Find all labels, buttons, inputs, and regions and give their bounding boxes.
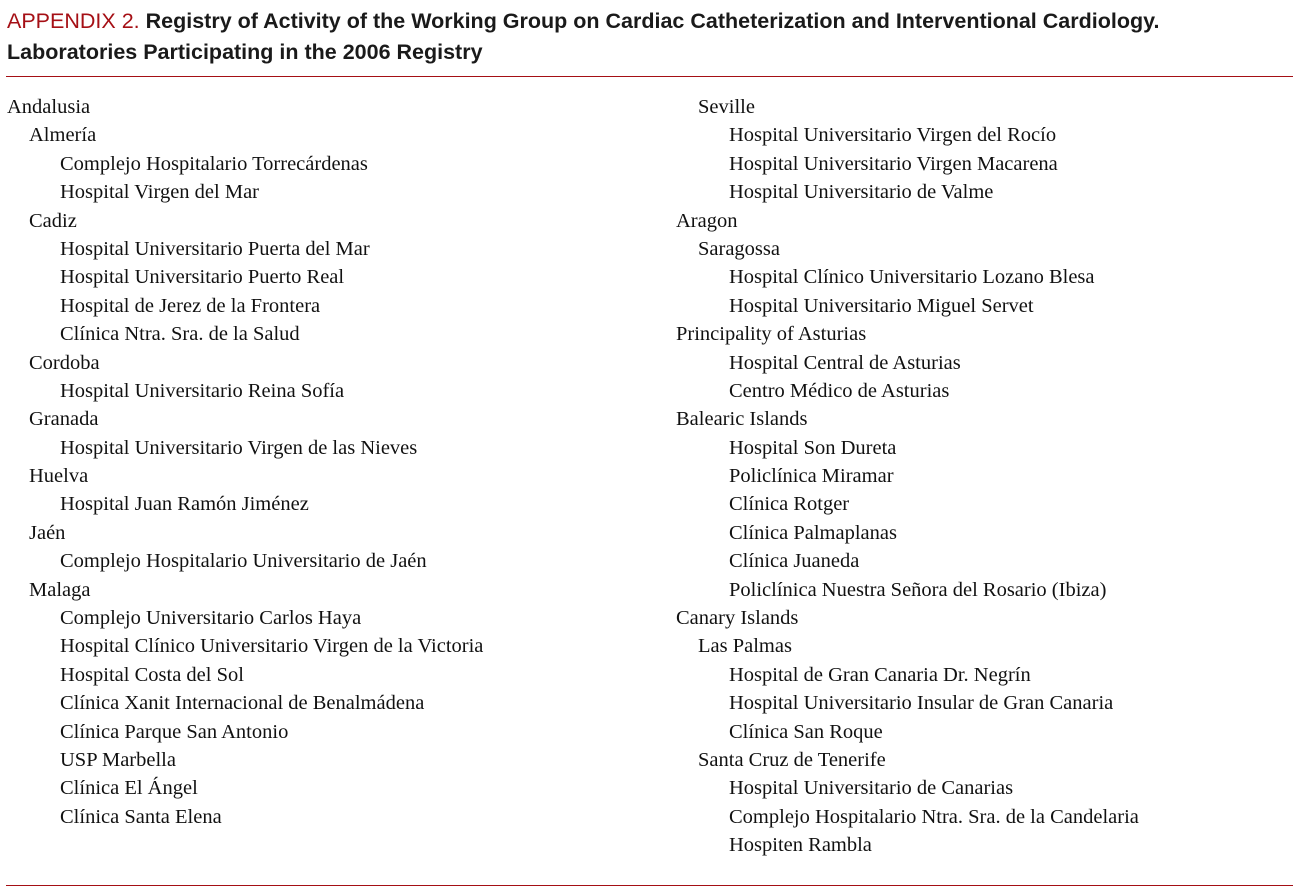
hospital-item: Policlínica Nuestra Señora del Rosario (Ibiza) (729, 578, 1107, 601)
hospital-item: Hospital Universitario Virgen del Rocío (729, 124, 1057, 147)
hospital-item: Hospital Universitario Virgen de las Nieves (60, 436, 418, 459)
province-heading: Cordoba (29, 351, 100, 374)
province-heading: Jaén (29, 521, 66, 544)
region-heading: Principality of Asturias (676, 323, 867, 346)
region-heading: Andalusia (7, 96, 91, 118)
province-heading: Santa Cruz de Tenerife (698, 748, 886, 771)
hospital-item: Hospiten Rambla (729, 834, 872, 857)
hospital-item: Clínica Santa Elena (60, 805, 222, 828)
hospital-item: Hospital Universitario Puerta del Mar (60, 237, 370, 260)
hospital-item: Hospital Costa del Sol (60, 663, 244, 686)
province-heading: Cadiz (29, 209, 77, 232)
hospital-item: Complejo Hospitalario Universitario de Jaén (60, 550, 427, 573)
hospital-item: Hospital Clínico Universitario Lozano Blesa (729, 266, 1095, 289)
hospital-item: Clínica Palmaplanas (729, 521, 897, 544)
hospital-item: Clínica Parque San Antonio (60, 720, 289, 743)
hospital-item: Clínica Juaneda (729, 550, 860, 573)
hospital-item: Clínica San Roque (729, 720, 883, 743)
province-heading: Las Palmas (698, 635, 792, 658)
province-heading: Huelva (29, 465, 89, 488)
appendix-label: APPENDIX 2. (7, 9, 140, 33)
hospital-item: Hospital Clínico Universitario Virgen de la Victoria (60, 635, 484, 658)
hospital-item: Hospital de Gran Canaria Dr. Negrín (729, 663, 1031, 686)
hospital-item: USP Marbella (60, 748, 176, 771)
left-column (7, 93, 483, 831)
hospital-item: Clínica El Ángel (60, 777, 198, 800)
hospital-item: Clínica Xanit Internacional de Benalmádena (60, 692, 425, 715)
bottom-divider (6, 885, 1293, 886)
hospital-item: Hospital Universitario de Canarias (729, 777, 1014, 800)
hospital-item: Hospital Universitario de Valme (729, 181, 994, 204)
province-heading: Malaga (29, 578, 91, 601)
hospital-item: Hospital de Jerez de la Frontera (60, 294, 321, 317)
province-heading: Almería (29, 124, 97, 147)
hospital-item: Complejo Hospitalario Ntra. Sra. de la Candelaria (729, 805, 1139, 828)
region-heading: Balearic Islands (676, 408, 808, 431)
hospital-item: Hospital Universitario Virgen Macarena (729, 152, 1058, 175)
hospital-item: Hospital Universitario Reina Sofía (60, 379, 345, 402)
hospital-item: Hospital Universitario Puerto Real (60, 266, 345, 289)
province-heading: Seville (698, 96, 755, 118)
region-heading: Aragon (676, 209, 738, 232)
hospital-item: Complejo Hospitalario Torrecárdenas (60, 152, 368, 175)
hospital-item: Complejo Universitario Carlos Haya (60, 607, 362, 630)
right-column (676, 93, 1139, 860)
hospital-item: Policlínica Miramar (729, 465, 894, 488)
hospital-item: Hospital Universitario Insular de Gran Canaria (729, 692, 1114, 715)
region-heading: Canary Islands (676, 607, 799, 630)
hospital-item: Clínica Rotger (729, 493, 850, 516)
hospital-item: Hospital Universitario Miguel Servet (729, 294, 1034, 317)
province-heading: Saragossa (698, 237, 780, 260)
province-heading: Granada (29, 408, 99, 431)
hospital-item: Hospital Central de Asturias (729, 351, 961, 374)
appendix-title: Registry of Activity of the Working Group on Cardiac Catheterization and Interventional Cardiology. Laboratories Participating in the 2006 Registry (7, 9, 1160, 64)
hospital-item: Clínica Ntra. Sra. de la Salud (60, 323, 300, 346)
top-divider (6, 76, 1293, 77)
hospital-item: Hospital Juan Ramón Jiménez (60, 493, 309, 516)
hospital-item: Centro Médico de Asturias (729, 379, 950, 402)
hospital-item: Hospital Son Dureta (729, 436, 897, 459)
page-title (7, 6, 1287, 68)
hospital-item: Hospital Virgen del Mar (60, 181, 259, 204)
